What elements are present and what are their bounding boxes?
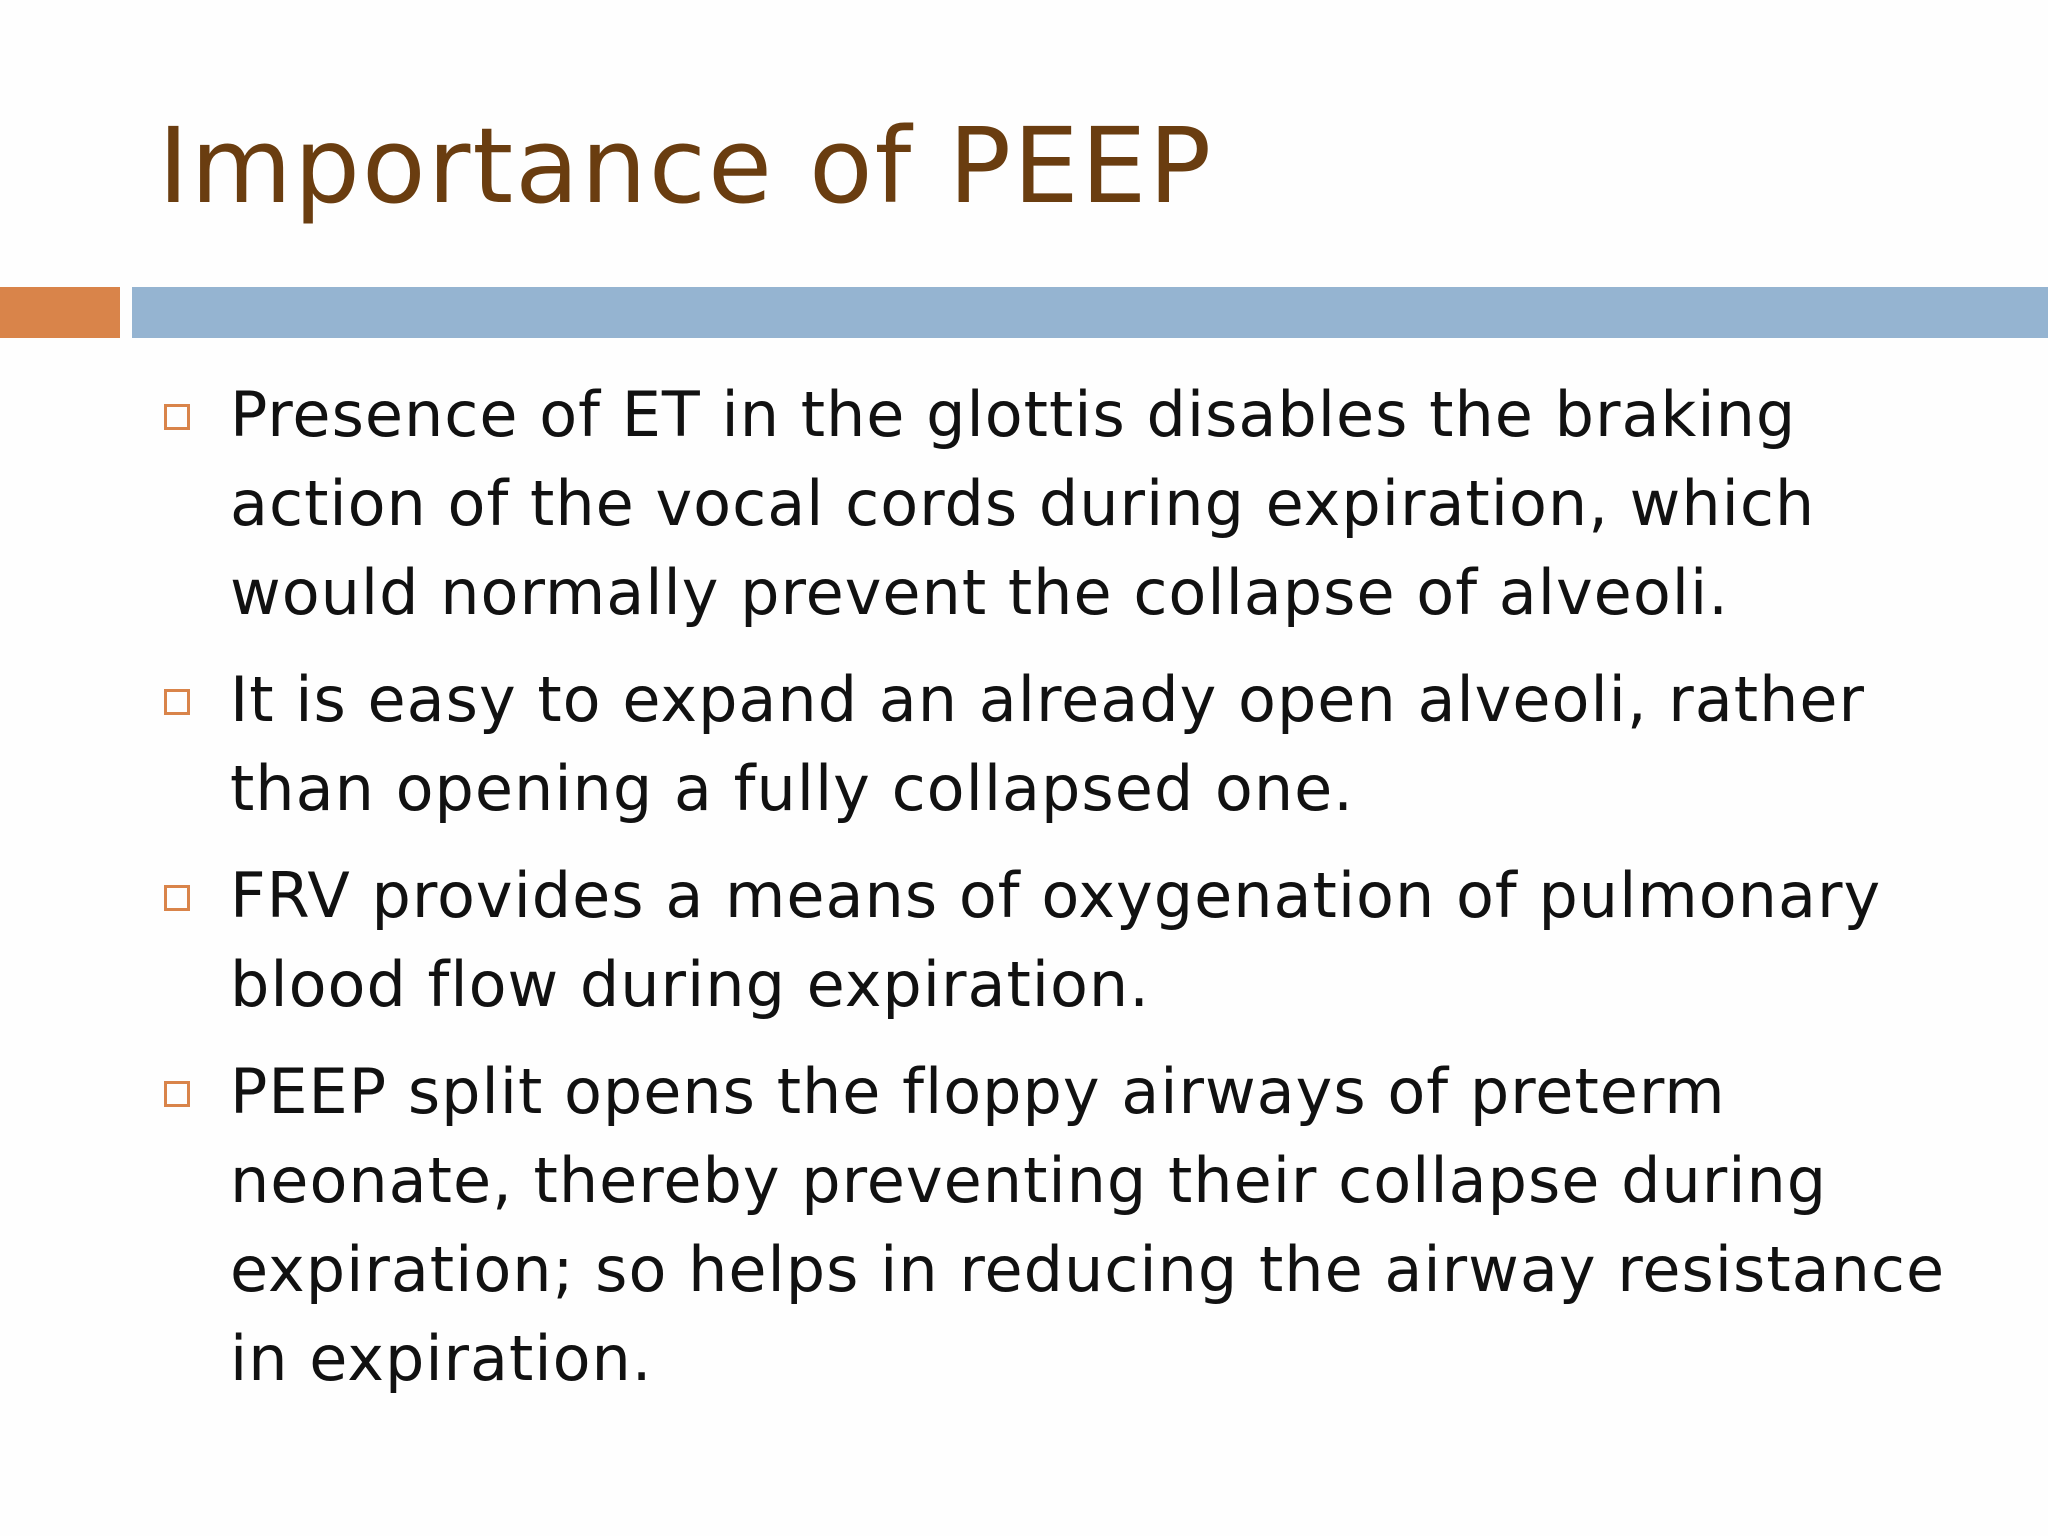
bullet-text: PEEP split opens the floppy airways of preterm neonate, thereby preventing their collapse during expiration; so helps in reducing the airway resistance in expiration. bbox=[230, 1055, 1946, 1395]
bullet-text: Presence of ET in the glottis disables the braking action of the vocal cords during expiration, which would normally prevent the collapse of alveoli. bbox=[230, 378, 1816, 629]
bullet-text: It is easy to expand an already open alveoli, rather than opening a fully collapsed one. bbox=[230, 663, 1866, 825]
hollow-square-icon bbox=[164, 689, 190, 715]
bullet-item bbox=[158, 1047, 1958, 1403]
accent-bar bbox=[132, 287, 2048, 338]
hollow-square-icon bbox=[164, 1081, 190, 1107]
bullet-list bbox=[158, 370, 1958, 1421]
bullet-item bbox=[158, 370, 1958, 637]
bullet-item bbox=[158, 851, 1958, 1029]
accent-block bbox=[0, 287, 120, 338]
slide-title: Importance of PEEP bbox=[158, 105, 1214, 227]
hollow-square-icon bbox=[164, 885, 190, 911]
hollow-square-icon bbox=[164, 404, 190, 430]
bullet-item bbox=[158, 655, 1958, 833]
bullet-text: FRV provides a means of oxygenation of pulmonary blood flow during expiration. bbox=[230, 859, 1882, 1021]
